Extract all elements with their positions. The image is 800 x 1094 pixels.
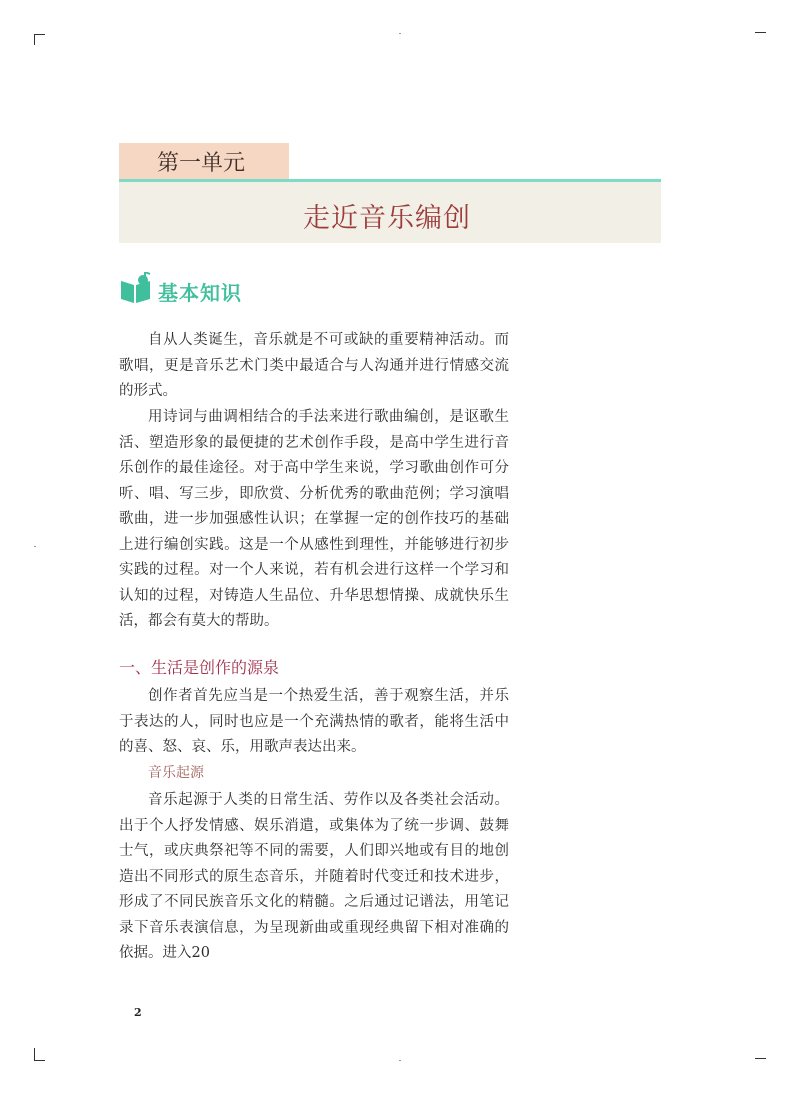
crop-mark-bottom-right: [755, 1058, 766, 1059]
crop-mark-bottom-left: [34, 1048, 45, 1061]
unit-label: 第一单元: [157, 151, 246, 176]
section-title: 基本知识: [158, 281, 242, 305]
registration-dot-bottom: [399, 1060, 401, 1061]
paragraph-creation: 用诗词与曲调相结合的手法来进行歌曲编创，是讴歌生活、塑造形象的最便捷的艺术创作手段，是高中学生进行音乐创作的最佳途径。对于高中学生来说，学习歌曲创作可分听、唱、写三步，即欣赏、分析优秀的歌曲范例；学习演唱歌曲，进一步加强感性认识；在掌握一定的创作技巧的基础上进行编创实践。这是一个从感性到理性，并能够进行初步实践的过程。对一个人来说，若有机会进行这样一个学习和认知的过程，对铸造人生品位、升华思想情操、成就快乐生活，都会有莫大的帮助。: [119, 409, 509, 629]
heading-music-origin: 音乐起源: [148, 765, 204, 781]
page-number: 2: [134, 1006, 142, 1019]
heading-life-source: 一、生活是创作的源泉: [119, 658, 280, 677]
registration-dot-left: [34, 546, 36, 547]
unit-title: 走近音乐编创: [303, 203, 471, 234]
registration-dot-top: [399, 33, 401, 34]
unit-title-banner: [119, 182, 661, 243]
paragraph-creator: 创作者首先应当是一个热爱生活，善于观察生活，并乐于表达的人，同时也应是一个充满热情的歌者，能将生活中的喜、怒、哀、乐，用歌声表达出来。: [119, 688, 509, 755]
crop-mark-top-right: [755, 32, 766, 33]
paragraph-origin: 音乐起源于人类的日常生活、劳作以及各类社会活动。出于个人抒发情感、娱乐消遣，或集体为了统一步调、鼓舞士气，或庆典祭祀等不同的需要，人们即兴地或有目的地创造出不同形式的原生态音乐，并随着时代变迁和技术进步，形成了不同民族音乐文化的精髓。之后通过记谱法，用笔记录下音乐表演信息，为呈现新曲或重现经典留下相对准确的依据。进入20: [119, 792, 509, 961]
unit-label-tab: [119, 143, 289, 181]
paragraph-intro: 自从人类诞生，音乐就是不可或缺的重要精神活动。而歌唱，更是音乐艺术门类中最适合与人沟通并进行情感交流的形式。: [119, 332, 509, 399]
crop-mark-top-left: [34, 34, 45, 45]
open-book-music-note-icon: [119, 272, 153, 306]
